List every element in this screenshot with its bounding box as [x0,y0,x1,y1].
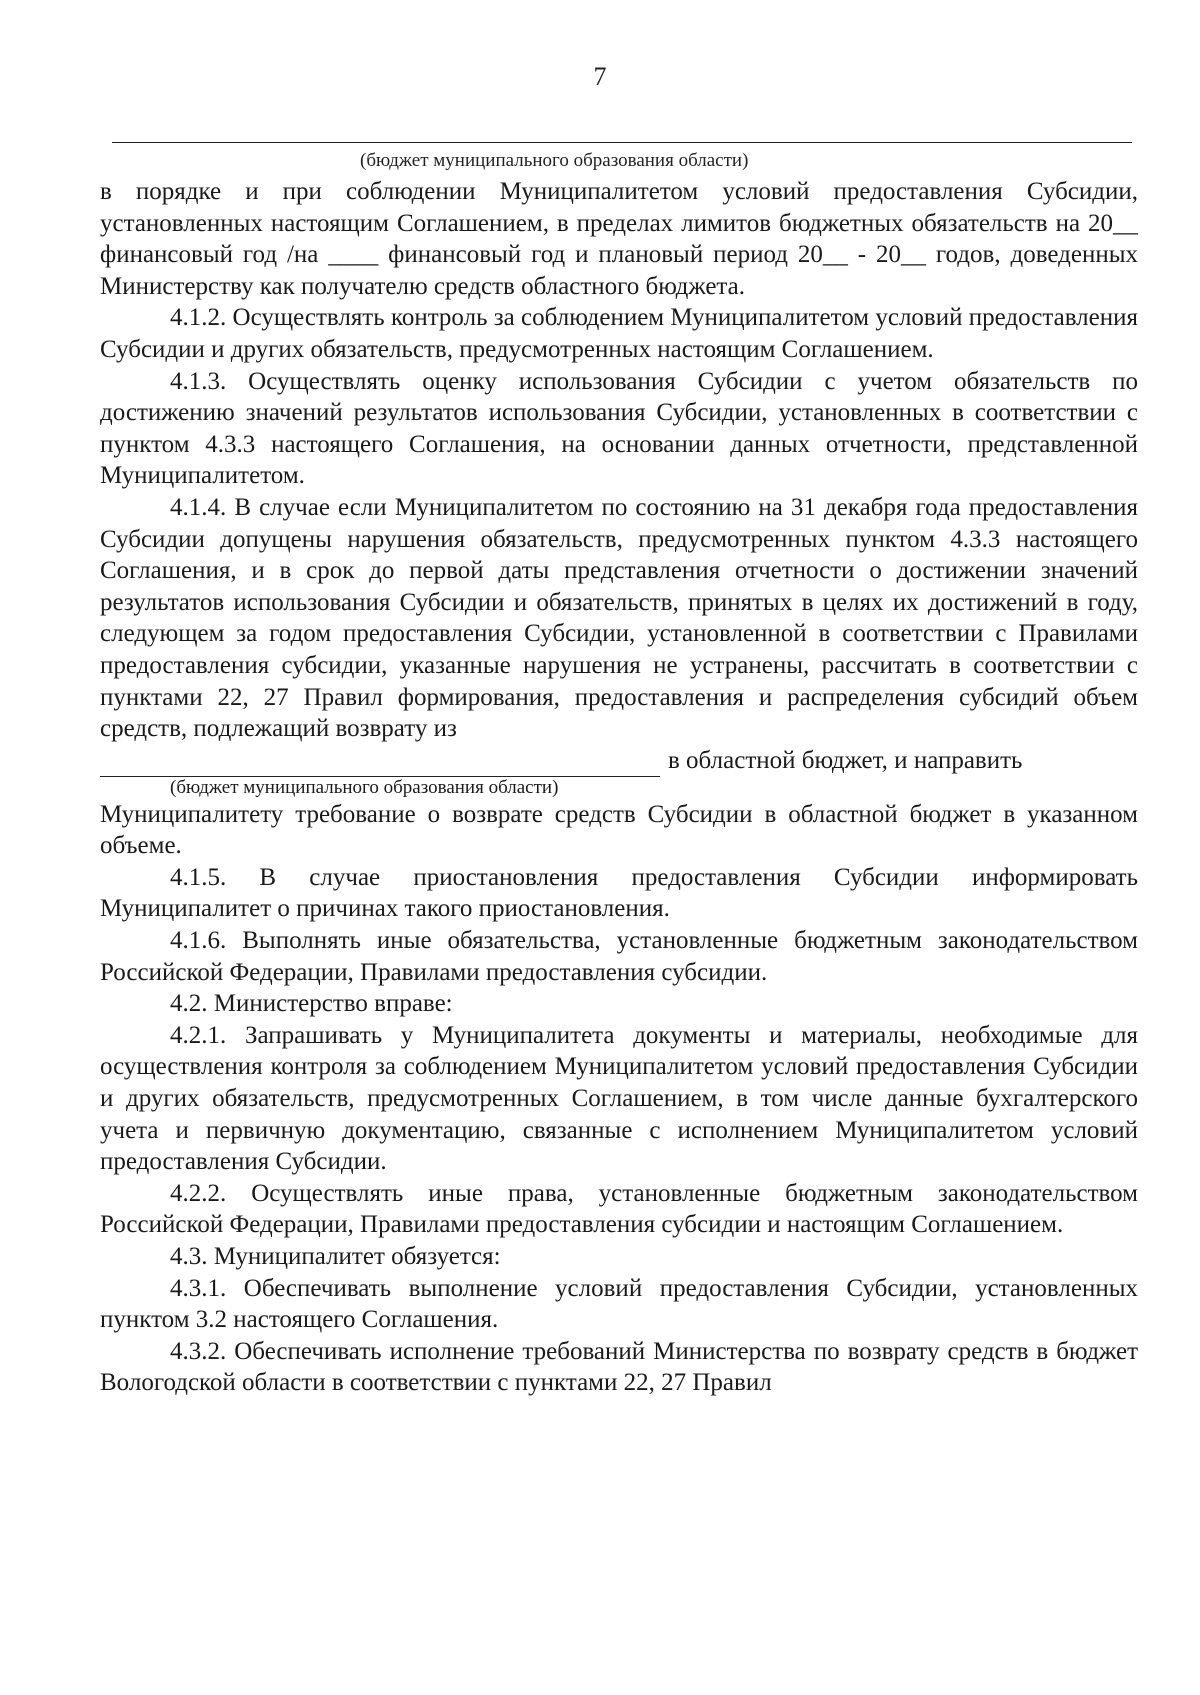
fill-in-row [100,747,1138,777]
page-number: 7 [593,62,607,91]
paragraph-4-1-6: 4.1.6. Выполнять иные обязательства, установленные бюджетным законодательством Российской Федерации, Правилами предоставления субсидии. [100,927,1138,986]
paragraph-4-3-2: 4.3.2. Обеспечивать исполнение требований Министерства по возврату средств в бюджет Вологодской области в соответствии с пунктами 22, 27 Правил [100,1337,1138,1397]
paragraph-4-1-2: 4.1.2. Осуществлять контроль за соблюдением Муниципалитетом условий предоставления Субсидии и других обязательств, предусмотренных настоящим Соглашением. [100,304,1138,363]
fill-in-text: в областной бюджет, и направить [668,747,1023,775]
document-body [100,176,1138,1399]
paragraph-4-3-1: 4.3.1. Обеспечивать выполнение условий предоставления Субсидии, установленных пунктом 3.2 настоящего Соглашения. [100,1274,1138,1334]
fill-in-line [112,142,1132,143]
paragraph-intro: в порядке и при соблюдении Муниципалитетом условий предоставления Субсидии, установленных настоящим Соглашением, в пределах лимитов бюджетных обязательств на 20__ финансовый год /на ____ финансовый год и плановый период 20__ - 20__ годов, доведенных Министерству как получателю средств областного бюджета. [100,178,1138,300]
paragraph-4-1-4-continued: Муниципалитету требование о возврате средств Субсидии в областной бюджет в указанном объеме. [100,800,1138,860]
paragraph-4-1-3: 4.1.3. Осуществлять оценку использования Субсидии с учетом обязательств по достижению значений результатов использования Субсидии, установленных в соответствии с пунктом 4.3.3 настоящего Соглашения, на основании данных отчетности, представленной Муниципалитетом. [100,367,1138,490]
paragraph-4-1-4: 4.1.4. В случае если Муниципалитетом по состоянию на 31 декабря года предоставления Субсидии допущены нарушения обязательств, предусмотренных пунктом 4.3.3 настоящего Соглашения, и в срок до первой даты представления отчетности о достижении значений результатов использования Субсидии и обязательств, принятых в целях их достижений в году, следующем за годом предоставления Субсидии, установленной в соответствии с Правилами предоставления субсидии, указанные нарушения не устранены, рассчитать в соответствии с пунктами 22, 27 Правил формирования, предоставления и распределения субсидий объем средств, подлежащий возврату из [100,493,1138,743]
paragraph-4-1-5: 4.1.5. В случае приостановления предоставления Субсидии информировать Муниципалитет о причинах такого приостановления. [100,863,1138,923]
paragraph-4-2: 4.2. Министерство вправе: [170,990,453,1018]
paragraph-4-2-2: 4.2.2. Осуществлять иные права, установленные бюджетным законодательством Российской Федерации, Правилами предоставления субсидии и настоящим Соглашением. [100,1179,1138,1239]
line-caption: (бюджет муниципального образования области) [170,776,559,798]
paragraph-4-3: 4.3. Муниципалитет обязуется: [170,1243,501,1270]
line-caption: (бюджет муниципального образования области) [360,150,749,171]
paragraph-4-2-1: 4.2.1. Запрашивать у Муниципалитета документы и материалы, необходимые для осуществления контроля за соблюдением Муниципалитетом условий предоставления Субсидии и других обязательств, предусмотренных Соглашением, в том числе данные бухгалтерского учета и первичную документацию, связанные с исполнением Муниципалитетом условий предоставления Субсидии. [100,1021,1138,1176]
fill-in-line [100,752,660,777]
